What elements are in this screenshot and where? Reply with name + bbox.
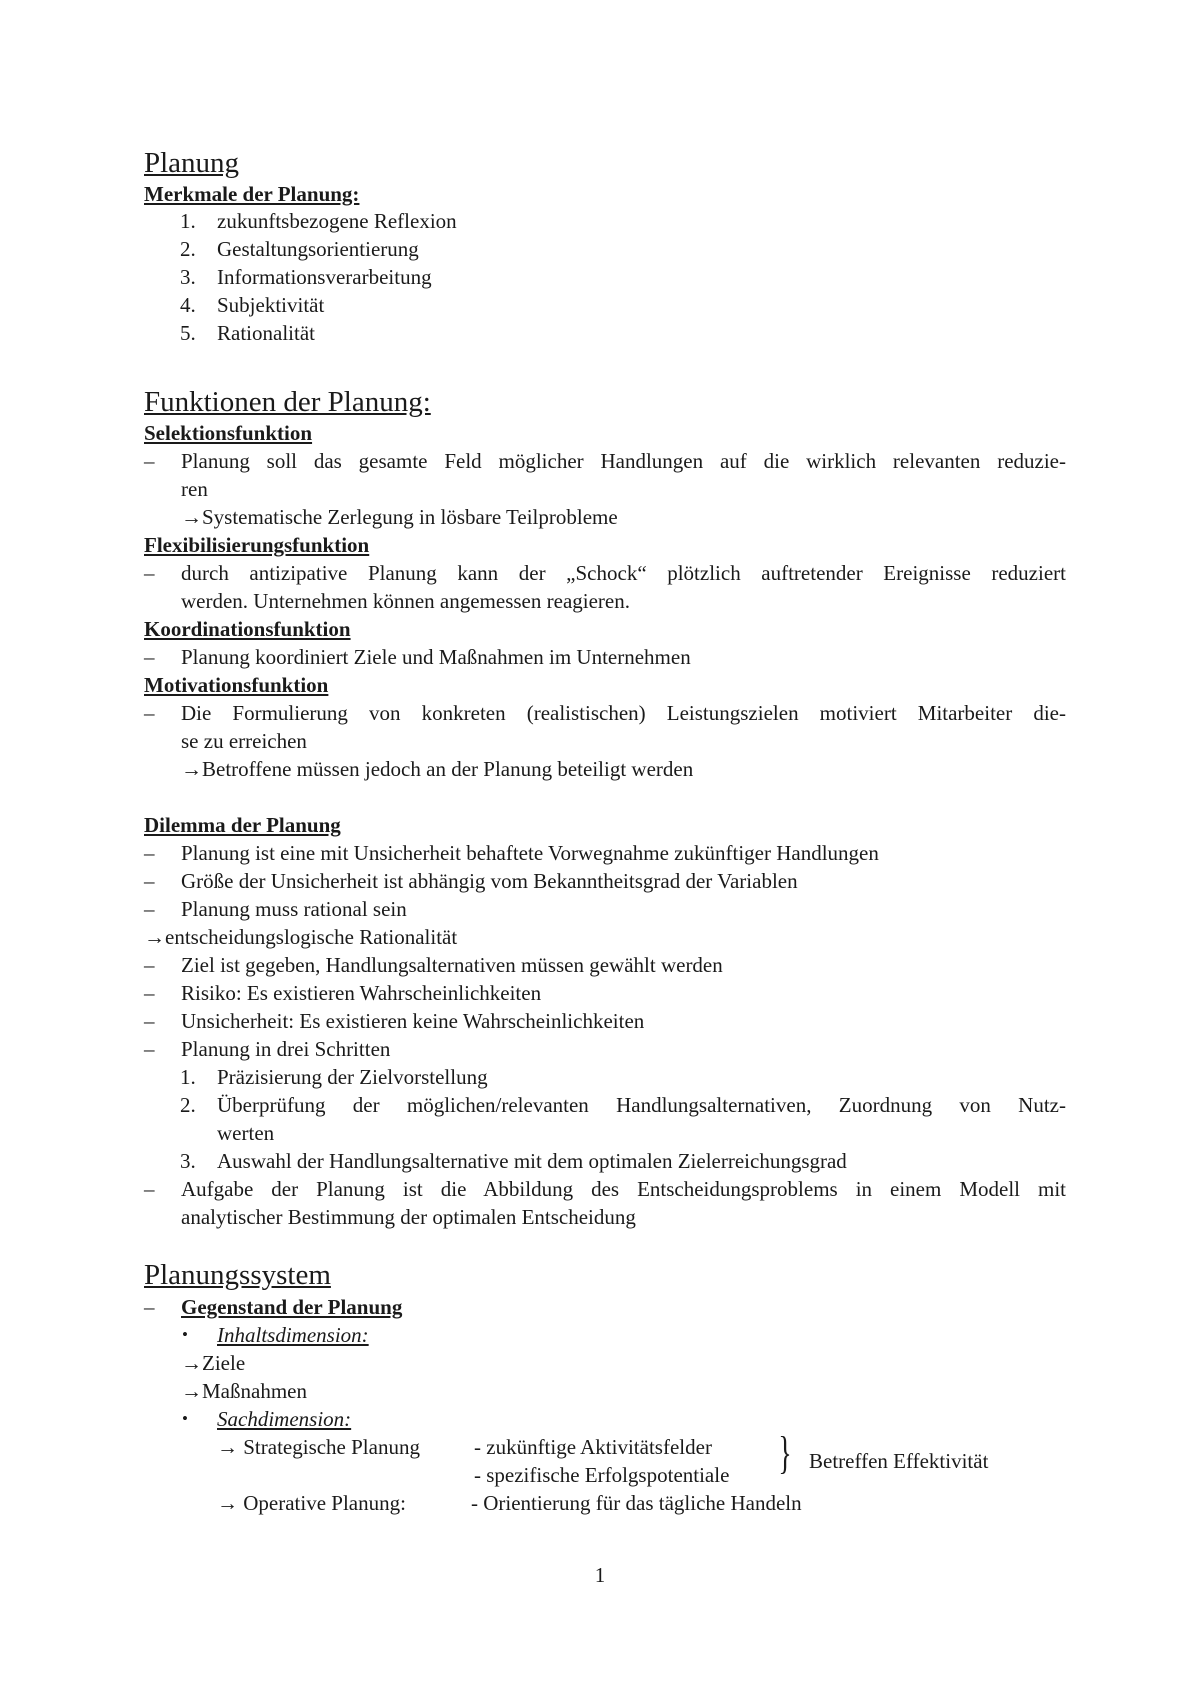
list-item: Überprüfung der möglichen/relevanten Handlungsalternativen, Zuordnung von Nutz- bbox=[217, 1093, 1066, 1117]
heading-flexibilisierung: Flexibilisierungsfunktion bbox=[144, 533, 370, 557]
list-item: zukunftsbezogene Reflexion bbox=[217, 209, 457, 233]
text-line: - spezifische Erfolgspotentiale bbox=[474, 1463, 730, 1487]
heading-koordination: Koordinationsfunktion bbox=[144, 617, 351, 641]
list-item: Informationsverarbeitung bbox=[217, 265, 432, 289]
list-num: 2. bbox=[180, 237, 196, 261]
section-title-funktionen: Funktionen der Planung: bbox=[144, 386, 431, 418]
heading-gegenstand: Gegenstand der Planung bbox=[181, 1295, 403, 1319]
heading-motivation: Motivationsfunktion bbox=[144, 673, 329, 697]
text-line: - Orientierung für das tägliche Handeln bbox=[471, 1491, 802, 1515]
dot-bullet: • bbox=[182, 1409, 188, 1428]
dash-bullet: – bbox=[144, 449, 155, 473]
list-item: Auswahl der Handlungsalternative mit dem optimalen Zielerreichungsgrad bbox=[217, 1149, 847, 1173]
dash-bullet: – bbox=[144, 897, 155, 921]
heading-dilemma: Dilemma der Planung bbox=[144, 813, 341, 837]
arrow-line: →Systematische Zerlegung in lösbare Teilprobleme bbox=[181, 505, 618, 529]
dash-bullet: – bbox=[144, 701, 155, 725]
dash-bullet: – bbox=[144, 561, 155, 585]
text-line: Planung koordiniert Ziele und Maßnahmen im Unternehmen bbox=[181, 645, 691, 669]
dash-bullet: – bbox=[144, 1009, 155, 1033]
heading-selektion: Selektionsfunktion bbox=[144, 421, 313, 445]
text-line: se zu erreichen bbox=[181, 729, 307, 753]
list-num: 1. bbox=[180, 209, 196, 233]
list-num: 3. bbox=[180, 1149, 196, 1173]
text-line: werden. Unternehmen können angemessen reagieren. bbox=[181, 589, 630, 613]
list-item: Gestaltungsorientierung bbox=[217, 237, 419, 261]
text-line: Risiko: Es existieren Wahrscheinlichkeiten bbox=[181, 981, 542, 1005]
list-item: Rationalität bbox=[217, 321, 315, 345]
text-line: durch antizipative Planung kann der „Schock“ plötzlich auftretender Ereignisse reduziert bbox=[181, 561, 1066, 585]
text-line: Planung muss rational sein bbox=[181, 897, 407, 921]
curly-brace: } bbox=[778, 1427, 792, 1478]
dash-bullet: – bbox=[144, 981, 155, 1005]
list-item: Präzisierung der Zielvorstellung bbox=[217, 1065, 488, 1089]
text-line: Planung ist eine mit Unsicherheit behaftete Vorwegnahme zukünftiger Handlungen bbox=[181, 841, 879, 865]
label-sachdimension: Sachdimension: bbox=[217, 1407, 352, 1431]
text-line: Ziel ist gegeben, Handlungsalternativen müssen gewählt werden bbox=[181, 953, 723, 977]
dash-bullet: – bbox=[144, 1037, 155, 1061]
list-num: 3. bbox=[180, 265, 196, 289]
list-item: werten bbox=[217, 1121, 275, 1145]
page-number: 1 bbox=[594, 1563, 606, 1587]
section-title-planung: Planung bbox=[144, 147, 240, 179]
arrow-line: → Operative Planung: bbox=[217, 1491, 406, 1515]
dash-bullet: – bbox=[144, 1177, 155, 1201]
list-num: 5. bbox=[180, 321, 196, 345]
arrow-line: → Strategische Planung bbox=[217, 1435, 420, 1459]
dash-bullet: – bbox=[144, 869, 155, 893]
text-line: analytischer Bestimmung der optimalen Entscheidung bbox=[181, 1205, 636, 1229]
text-line: Planung soll das gesamte Feld möglicher Handlungen auf die wirklich relevanten reduzie- bbox=[181, 449, 1066, 473]
arrow-line: →Maßnahmen bbox=[181, 1379, 307, 1403]
list-num: 2. bbox=[180, 1093, 196, 1117]
text-line: ren bbox=[181, 477, 208, 501]
arrow-line: →entscheidungslogische Rationalität bbox=[144, 925, 458, 949]
text-line: Größe der Unsicherheit ist abhängig vom Bekanntheitsgrad der Variablen bbox=[181, 869, 798, 893]
section-title-planungssystem: Planungssystem bbox=[144, 1259, 331, 1291]
text-line: Betreffen Effektivität bbox=[809, 1449, 989, 1473]
dash-bullet: – bbox=[144, 1295, 155, 1319]
text-line: Unsicherheit: Es existieren keine Wahrscheinlichkeiten bbox=[181, 1009, 645, 1033]
list-num: 4. bbox=[180, 293, 196, 317]
text-line: - zukünftige Aktivitätsfelder bbox=[474, 1435, 712, 1459]
text-line: Aufgabe der Planung ist die Abbildung des Entscheidungsproblems in einem Modell mit bbox=[181, 1177, 1066, 1201]
list-item: Subjektivität bbox=[217, 293, 325, 317]
dash-bullet: – bbox=[144, 953, 155, 977]
dash-bullet: – bbox=[144, 841, 155, 865]
dash-bullet: – bbox=[144, 645, 155, 669]
list-num: 1. bbox=[180, 1065, 196, 1089]
label-inhaltsdimension: Inhaltsdimension: bbox=[217, 1323, 369, 1347]
dot-bullet: • bbox=[182, 1325, 188, 1344]
arrow-line: →Ziele bbox=[181, 1351, 246, 1375]
subtitle-merkmale: Merkmale der Planung: bbox=[144, 182, 360, 206]
text-line: Planung in drei Schritten bbox=[181, 1037, 391, 1061]
arrow-line: →Betroffene müssen jedoch an der Planung beteiligt werden bbox=[181, 757, 694, 781]
text-line: Die Formulierung von konkreten (realistischen) Leistungszielen motiviert Mitarbeiter die- bbox=[181, 701, 1066, 725]
